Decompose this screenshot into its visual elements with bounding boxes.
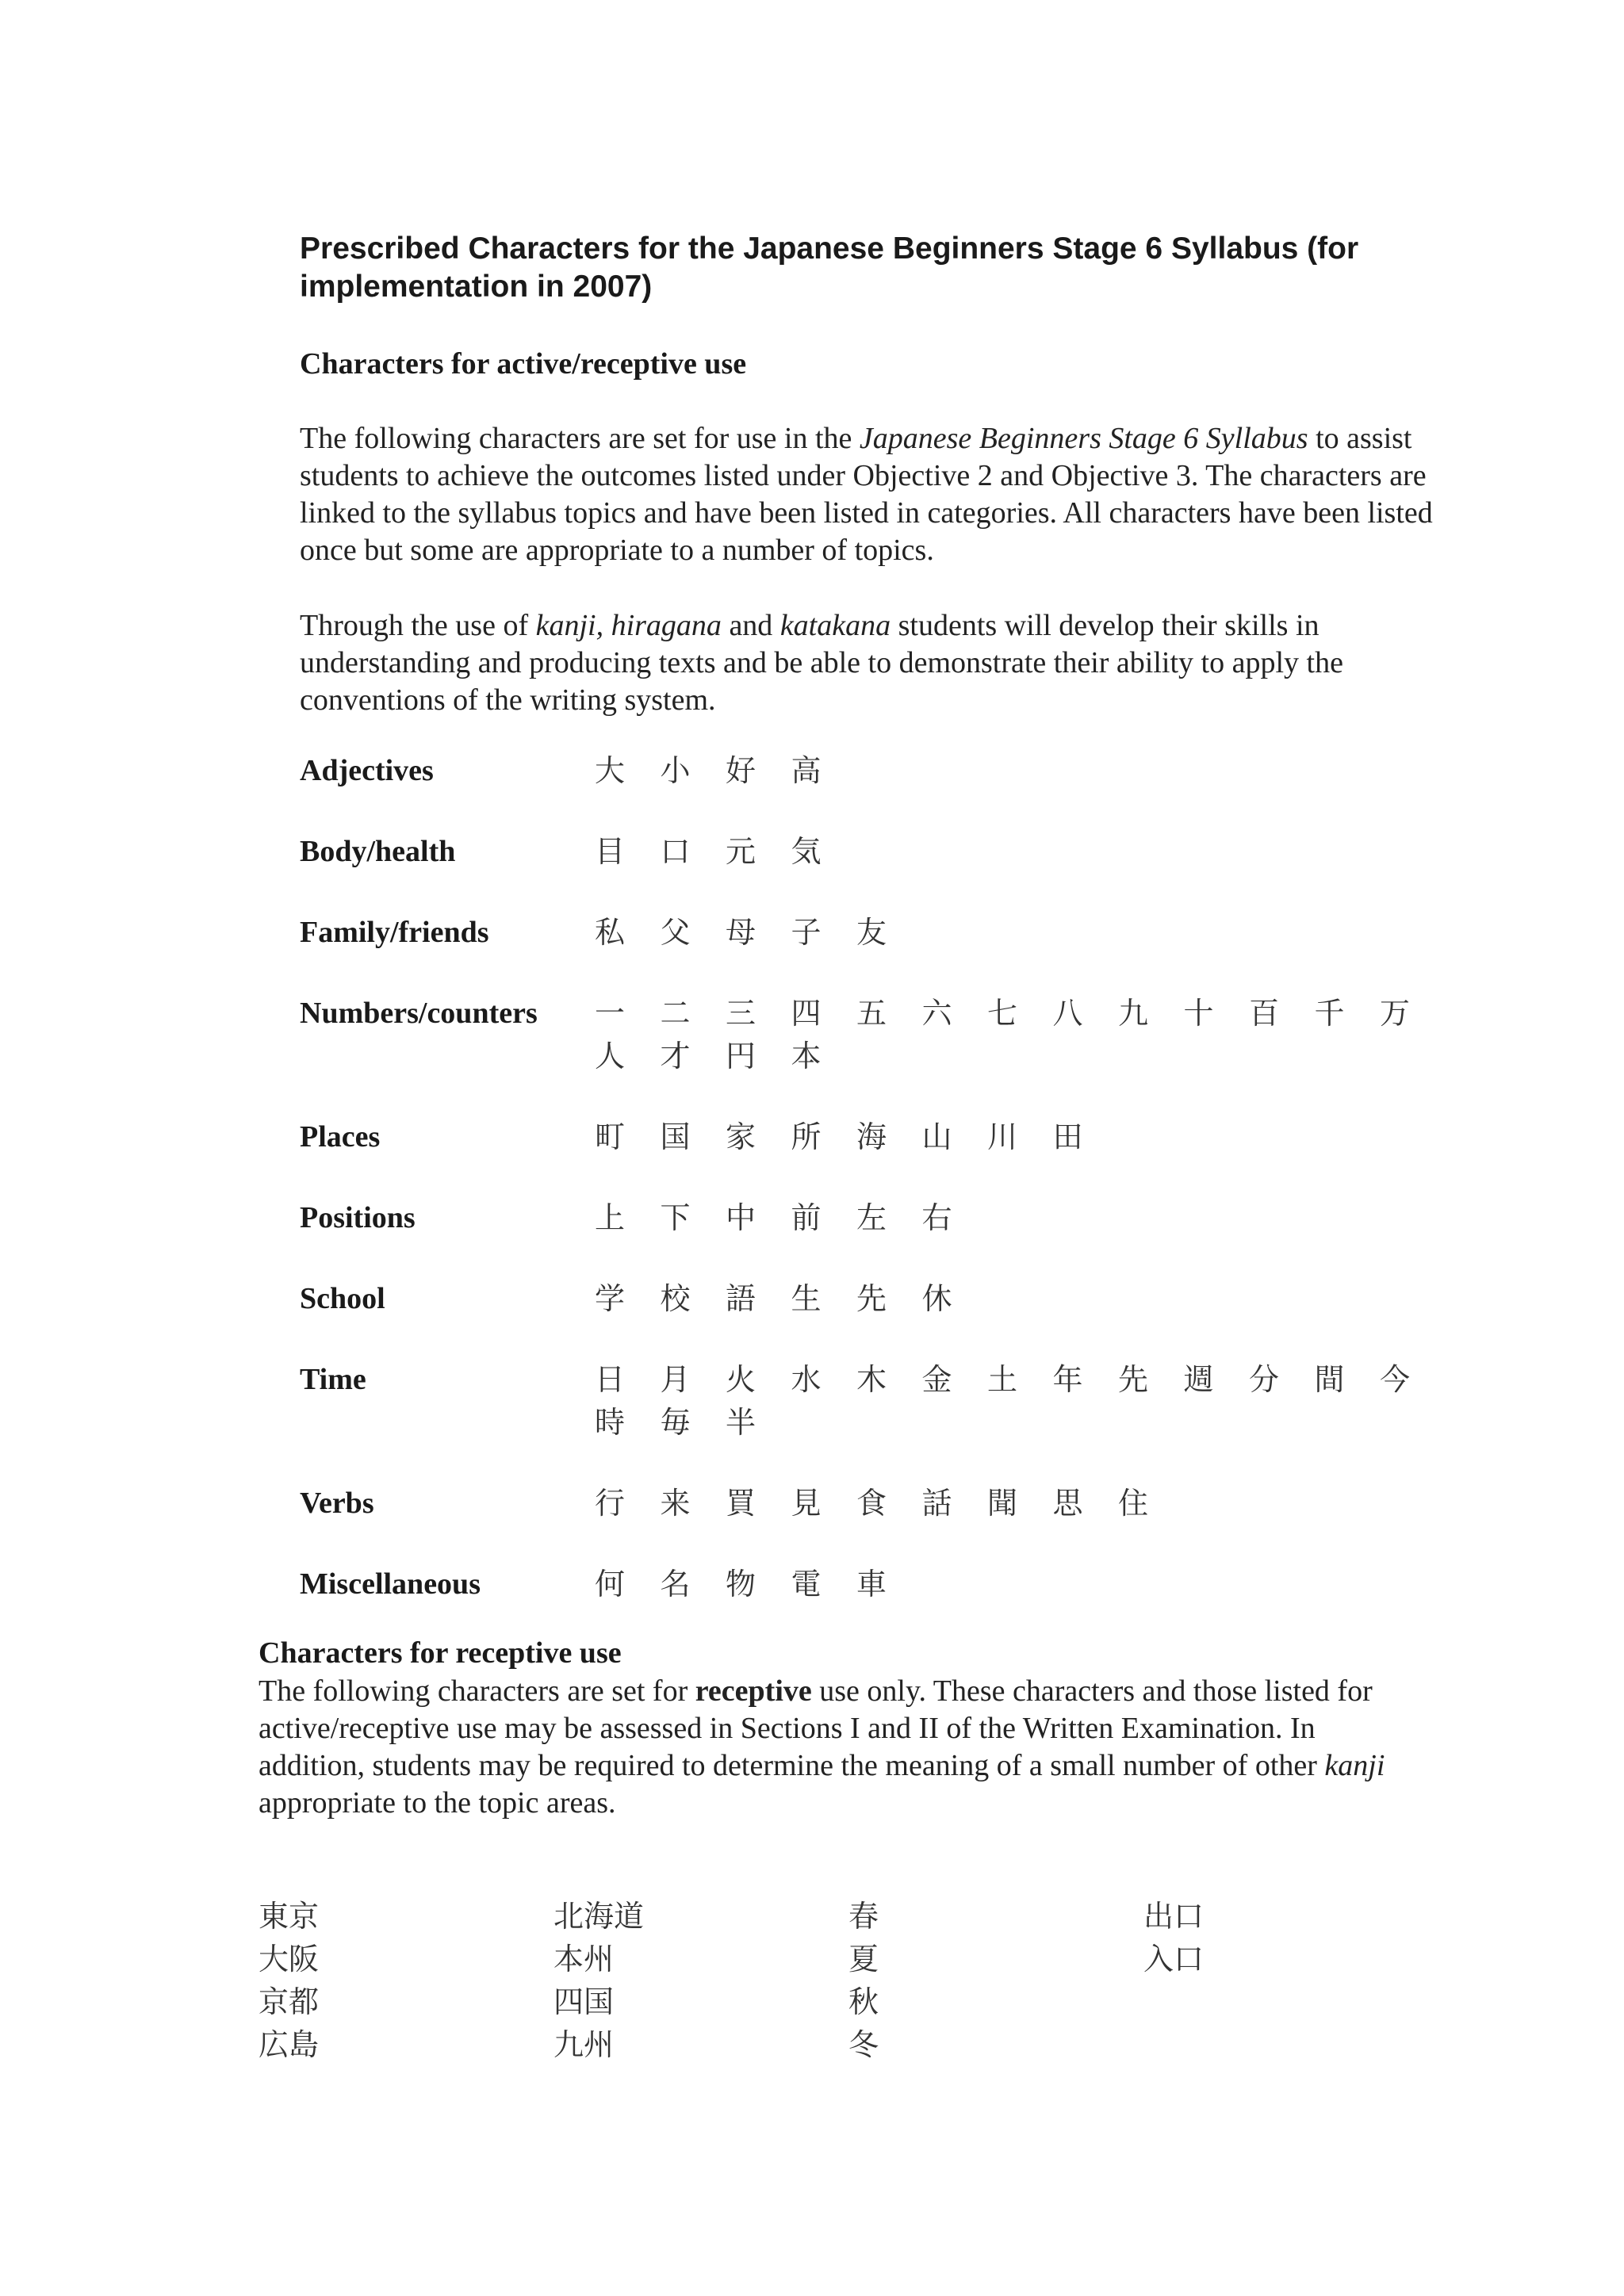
receptive-column (553, 1895, 644, 2066)
receptive-word: 入口 (1143, 1942, 1205, 1976)
receptive-heading: Characters for receptive use (259, 1636, 622, 1670)
receptive-intro-paragraph (259, 1673, 1400, 1822)
kanji-character: 大 (595, 753, 626, 788)
kanji-character: 土 (987, 1362, 1018, 1397)
kanji-character: 円 (726, 1039, 756, 1073)
kanji-character: 田 (1052, 1119, 1083, 1154)
kanji-character: 才 (660, 1039, 691, 1073)
kanji-character: 電 (791, 1567, 822, 1601)
category-label: Adjectives (300, 754, 434, 787)
category-characters (595, 992, 1451, 1077)
paragraph-text-segment: kanji, hiragana (535, 609, 722, 642)
paragraph-text-segment: and (721, 609, 780, 642)
kanji-character: 海 (856, 1119, 887, 1154)
receptive-word: 大阪 (259, 1942, 320, 1976)
category-characters (595, 1277, 1451, 1320)
kanji-character: 子 (791, 915, 822, 950)
kanji-character: 分 (1249, 1362, 1280, 1397)
receptive-column (1143, 1895, 1204, 1980)
page-title: Prescribed Characters for the Japanese Beginners Stage 6 Syllabus (for implementation in 2007) (300, 232, 1359, 304)
kanji-character: 上 (595, 1200, 626, 1235)
kanji-character: 車 (856, 1567, 887, 1601)
category-label: School (300, 1282, 385, 1315)
kanji-character: 本 (791, 1039, 822, 1073)
kanji-character: 生 (791, 1281, 822, 1316)
category-characters (595, 911, 1451, 954)
kanji-character: 町 (595, 1119, 626, 1154)
kanji-character: 左 (856, 1200, 887, 1235)
kanji-character: 先 (1118, 1362, 1149, 1397)
category-row (300, 992, 1451, 1077)
kanji-character: 一 (595, 996, 626, 1031)
receptive-word: 秋 (848, 1984, 879, 2019)
kanji-character: 買 (726, 1486, 756, 1521)
kanji-character: 食 (856, 1486, 887, 1521)
kanji-character: 今 (1380, 1362, 1411, 1397)
receptive-word: 東京 (259, 1899, 320, 1934)
kanji-character: 万 (1380, 996, 1411, 1031)
kanji-character: 来 (660, 1486, 691, 1521)
category-row (300, 1358, 1451, 1444)
category-label: Verbs (300, 1487, 374, 1520)
kanji-character: 母 (726, 915, 756, 950)
category-characters (595, 1196, 1451, 1239)
category-label: Miscellaneous (300, 1567, 481, 1601)
receptive-word: 夏 (848, 1942, 879, 1976)
category-row (300, 1563, 1451, 1605)
kanji-character: 見 (791, 1486, 822, 1521)
kanji-character: 二 (660, 996, 691, 1031)
kanji-character: 月 (660, 1362, 691, 1397)
kanji-character: 住 (1118, 1486, 1149, 1521)
kanji-character: 間 (1314, 1362, 1345, 1397)
kanji-character: 時 (595, 1405, 626, 1440)
kanji-character: 物 (726, 1567, 756, 1601)
paragraph-text-segment: appropriate to the topic areas. (259, 1786, 616, 1820)
kanji-character: 父 (660, 915, 691, 950)
paragraph-text-segment: receptive (695, 1674, 812, 1708)
kanji-character: 日 (595, 1362, 626, 1397)
category-label: Body/health (300, 835, 456, 868)
active-intro-paragraph (300, 420, 1457, 569)
kanji-character: 川 (987, 1119, 1018, 1154)
kanji-character: 週 (1183, 1362, 1214, 1397)
kanji-character: 五 (856, 996, 887, 1031)
kanji-character: 年 (1052, 1362, 1083, 1397)
category-label: Numbers/counters (300, 997, 538, 1030)
receptive-column (259, 1895, 319, 2066)
kanji-character: 三 (726, 996, 756, 1031)
paragraph-text-segment: kanji (1324, 1749, 1385, 1782)
category-label: Places (300, 1120, 381, 1154)
kanji-character: 名 (660, 1567, 691, 1601)
kanji-character: 思 (1052, 1486, 1083, 1521)
paragraph-text-segment: The following characters are set for (259, 1674, 695, 1708)
kanji-character: 四 (791, 996, 822, 1031)
receptive-word: 四国 (553, 1984, 615, 2019)
category-row (300, 830, 1451, 873)
kanji-character: 十 (1183, 996, 1214, 1031)
kanji-character: 半 (726, 1405, 756, 1440)
kanji-character: 語 (726, 1281, 756, 1316)
paragraph-text-segment: Through the use of (300, 609, 536, 642)
receptive-word: 京都 (259, 1984, 320, 2019)
kanji-character: 目 (595, 834, 626, 869)
kanji-character: 国 (660, 1119, 691, 1154)
category-label: Time (300, 1363, 366, 1396)
kanji-character: 元 (726, 834, 756, 869)
paragraph-text-segment: use only. These characters and those listed for active/receptive use may be assessed in Sections I and II of the Written Examination. In addition, students may be required to determine the meaning of a small number of other (259, 1674, 1373, 1782)
kanji-character: 前 (791, 1200, 822, 1235)
receptive-column (848, 1895, 879, 2066)
kanji-character: 好 (726, 753, 756, 788)
kanji-character: 友 (856, 915, 887, 950)
kanji-character: 毎 (660, 1405, 691, 1440)
category-row (300, 1277, 1451, 1320)
kanji-character: 小 (660, 753, 691, 788)
kanji-character: 八 (1052, 996, 1083, 1031)
category-characters (595, 1115, 1451, 1158)
kanji-character: 高 (791, 753, 822, 788)
paragraph-text-segment: to assist students to achieve the outcomes listed under Objective 2 and Objective 3. The characters are linked to the syllabus topics and have been listed in categories. All characters have been listed once but some are appropriate to a number of topics. (300, 422, 1433, 567)
category-label: Family/friends (300, 916, 489, 949)
receptive-word: 春 (848, 1899, 879, 1934)
kanji-character: 木 (856, 1362, 887, 1397)
kanji-character: 私 (595, 915, 626, 950)
kanji-character: 七 (987, 996, 1018, 1031)
category-characters (595, 1563, 1451, 1605)
kanji-character: 九 (1118, 996, 1149, 1031)
active-receptive-heading: Characters for active/receptive use (300, 347, 747, 381)
kanji-character: 何 (595, 1567, 626, 1601)
kanji-character: 中 (726, 1200, 756, 1235)
kanji-character: 百 (1249, 996, 1280, 1031)
receptive-word: 本州 (553, 1942, 615, 1976)
kanji-character: 火 (726, 1362, 756, 1397)
paragraph-text-segment: students will develop their skills in understanding and producing texts and be able to demonstrate their ability to apply the conventions of the writing system. (300, 609, 1343, 717)
kanji-character: 口 (660, 834, 691, 869)
kanji-character: 家 (726, 1119, 756, 1154)
category-characters (595, 1482, 1451, 1525)
kanji-character: 金 (921, 1362, 952, 1397)
writing-system-paragraph (300, 607, 1426, 719)
kanji-character: 校 (660, 1281, 691, 1316)
category-row (300, 749, 1451, 792)
kanji-character: 右 (921, 1200, 952, 1235)
kanji-character: 話 (921, 1486, 952, 1521)
kanji-character: 千 (1314, 996, 1345, 1031)
receptive-character-grid (259, 1895, 1369, 2077)
category-row (300, 911, 1451, 954)
kanji-character: 山 (921, 1119, 952, 1154)
kanji-character: 休 (921, 1281, 952, 1316)
kanji-character: 聞 (987, 1486, 1018, 1521)
receptive-word: 冬 (848, 2027, 879, 2062)
kanji-character: 学 (595, 1281, 626, 1316)
kanji-character: 行 (595, 1486, 626, 1521)
category-characters (595, 1358, 1451, 1444)
kanji-character: 所 (791, 1119, 822, 1154)
category-characters (595, 749, 1451, 792)
category-row (300, 1115, 1451, 1158)
kanji-character: 気 (791, 834, 822, 869)
kanji-character: 六 (921, 996, 952, 1031)
receptive-word: 九州 (553, 2027, 615, 2062)
category-row (300, 1482, 1451, 1525)
paragraph-text-segment: The following characters are set for use in the (300, 422, 860, 455)
receptive-word: 出口 (1143, 1899, 1205, 1934)
paragraph-text-segment: katakana (779, 609, 891, 642)
category-label: Positions (300, 1201, 416, 1234)
receptive-word: 広島 (259, 2027, 320, 2062)
kanji-character: 水 (791, 1362, 822, 1397)
category-row (300, 1196, 1451, 1239)
kanji-character: 人 (595, 1039, 626, 1073)
kanji-character: 先 (856, 1281, 887, 1316)
category-characters (595, 830, 1451, 873)
paragraph-text-segment: Japanese Beginners Stage 6 Syllabus (859, 422, 1308, 455)
receptive-word: 北海道 (553, 1899, 645, 1934)
kanji-character: 下 (660, 1200, 691, 1235)
